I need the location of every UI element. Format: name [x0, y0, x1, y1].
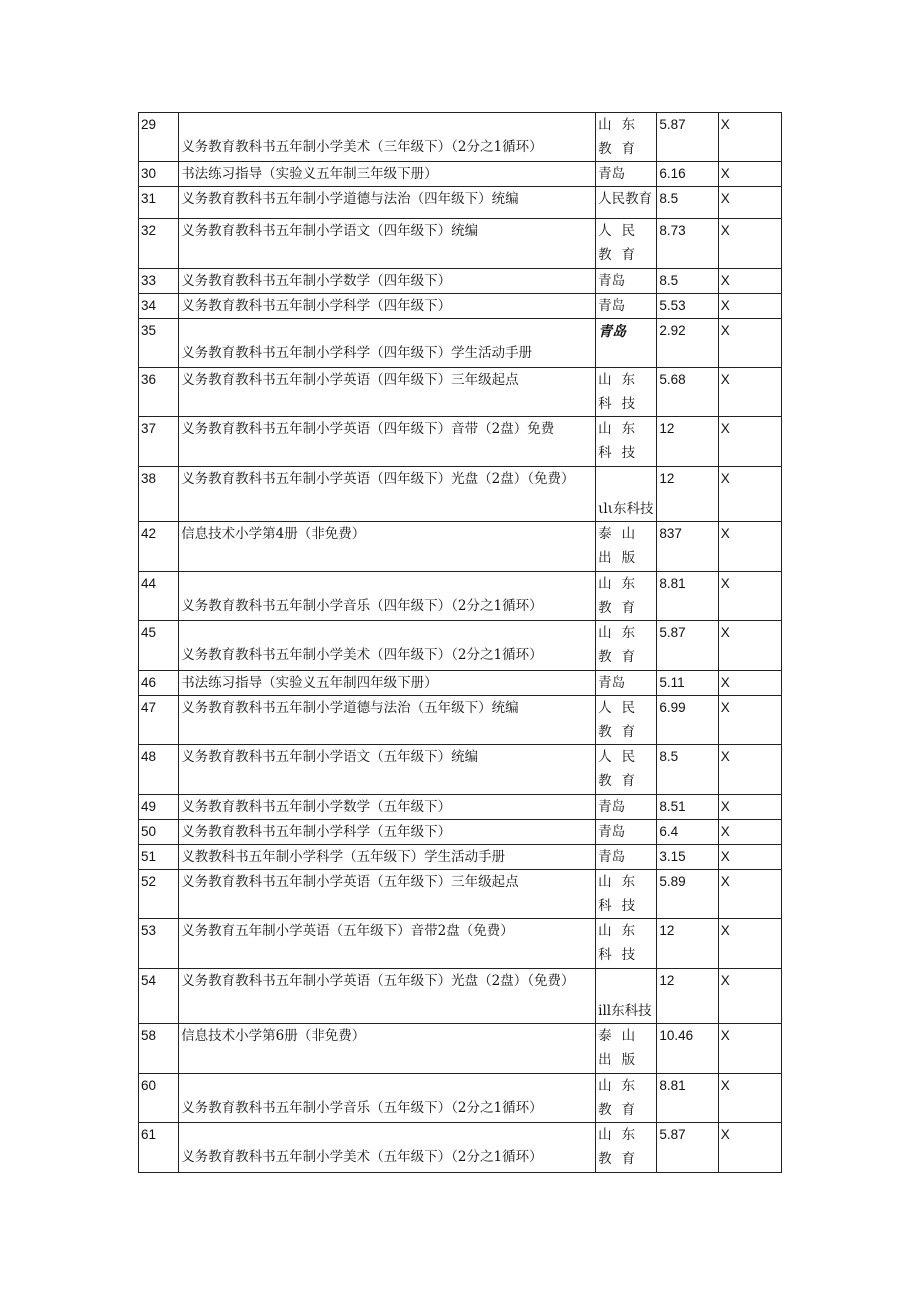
price: 837 [657, 522, 718, 572]
table-row [139, 368, 782, 417]
book-title: 义务教育教科书五年制小学语文（五年级下）统编 [181, 749, 479, 765]
row-number: 31 [139, 187, 179, 219]
table-row [139, 417, 782, 467]
row-number: 58 [139, 1024, 179, 1074]
book-title-cell [179, 294, 596, 319]
price: 12 [657, 467, 718, 522]
publisher: ill东科技 [598, 1003, 652, 1019]
price: 5.53 [657, 294, 718, 319]
publisher-cell [596, 795, 657, 820]
publisher: 山东科技 [598, 923, 646, 963]
mark: X [718, 219, 781, 269]
price: 3.15 [657, 845, 718, 870]
publisher-cell [596, 162, 657, 187]
publisher: 青岛 [598, 799, 626, 815]
book-title: 信息技术小学第6册（非免费） [181, 1028, 366, 1044]
mark: X [718, 417, 781, 467]
book-title: 义务教育教科书五年制小学科学（四年级下）学生活动手册 [181, 345, 533, 361]
book-title: 书法练习指导（实验义五年制四年级下册） [181, 675, 438, 691]
price: 8.81 [657, 1074, 718, 1123]
book-title-cell [179, 870, 596, 919]
price: 8.81 [657, 572, 718, 621]
publisher: 山东教育 [598, 1127, 646, 1167]
table-row [139, 696, 782, 745]
table-row [139, 870, 782, 919]
mark: X [718, 113, 781, 162]
publisher: 人民教育 [598, 749, 646, 789]
table-row [139, 820, 782, 845]
mark: X [718, 621, 781, 671]
book-title-cell [179, 417, 596, 467]
publisher: 山东教育 [598, 117, 646, 157]
row-number: 29 [139, 113, 179, 162]
publisher-cell [596, 1074, 657, 1123]
mark: X [718, 187, 781, 219]
publisher-cell [596, 1024, 657, 1074]
book-title-cell [179, 113, 596, 162]
book-title-cell [179, 1123, 596, 1173]
mark: X [718, 162, 781, 187]
publisher: 人民教育 [598, 700, 646, 740]
table-row [139, 113, 782, 162]
table-row [139, 294, 782, 319]
publisher: 青岛 [598, 849, 626, 865]
publisher-cell [596, 820, 657, 845]
price: 5.89 [657, 870, 718, 919]
row-number: 53 [139, 919, 179, 969]
row-number: 45 [139, 621, 179, 671]
publisher-cell [596, 621, 657, 671]
book-title-cell [179, 671, 596, 696]
book-title-cell [179, 1074, 596, 1123]
table-row [139, 795, 782, 820]
publisher: 青岛 [598, 273, 626, 289]
row-number: 36 [139, 368, 179, 417]
mark: X [718, 467, 781, 522]
mark: X [718, 1024, 781, 1074]
book-title-cell [179, 1024, 596, 1074]
price: 12 [657, 969, 718, 1024]
book-title-cell [179, 621, 596, 671]
row-number: 32 [139, 219, 179, 269]
publisher: 山东教育 [598, 1078, 646, 1118]
mark: X [718, 1123, 781, 1173]
book-title-cell [179, 368, 596, 417]
publisher: 山东教育 [598, 576, 646, 616]
table-row [139, 845, 782, 870]
table-row [139, 969, 782, 1024]
table-row [139, 572, 782, 621]
row-number: 38 [139, 467, 179, 522]
publisher: 泰山出版 [598, 526, 646, 566]
book-title: 义务教育教科书五年制小学美术（四年级下）（2分之1循环） [181, 647, 543, 663]
price: 5.87 [657, 1123, 718, 1173]
book-title-cell [179, 969, 596, 1024]
mark: X [718, 745, 781, 795]
book-title-cell [179, 845, 596, 870]
table-row [139, 919, 782, 969]
row-number: 46 [139, 671, 179, 696]
publisher: 青岛 [598, 323, 627, 339]
mark: X [718, 522, 781, 572]
book-title: 义务教育教科书五年制小学科学（五年级下） [181, 824, 452, 840]
mark: X [718, 870, 781, 919]
book-title-cell [179, 219, 596, 269]
mark: X [718, 671, 781, 696]
publisher: 山东科技 [598, 372, 646, 412]
price: 5.87 [657, 621, 718, 671]
price: 5.68 [657, 368, 718, 417]
row-number: 33 [139, 269, 179, 294]
publisher-cell [596, 696, 657, 745]
row-number: 30 [139, 162, 179, 187]
publisher: 山东科技 [598, 874, 646, 914]
row-number: 42 [139, 522, 179, 572]
publisher-cell [596, 417, 657, 467]
mark: X [718, 319, 781, 368]
row-number: 61 [139, 1123, 179, 1173]
table-row [139, 269, 782, 294]
mark: X [718, 294, 781, 319]
row-number: 50 [139, 820, 179, 845]
book-title-cell [179, 696, 596, 745]
price: 8.5 [657, 269, 718, 294]
row-number: 35 [139, 319, 179, 368]
row-number: 37 [139, 417, 179, 467]
book-title: 信息技术小学第4册（非免费） [181, 526, 366, 542]
mark: X [718, 919, 781, 969]
book-title: 义务教育教科书五年制小学美术（三年级下）（2分之1循环） [181, 139, 543, 155]
book-title: 义务教育教科书五年制小学道德与法治（四年级下）统编 [181, 191, 519, 207]
book-title-cell [179, 795, 596, 820]
book-title-cell [179, 572, 596, 621]
table-row [139, 621, 782, 671]
book-title: 义务教育教科书五年制小学英语（四年级下）三年级起点 [181, 372, 519, 388]
price: 10.46 [657, 1024, 718, 1074]
book-title-cell [179, 187, 596, 219]
publisher-cell [596, 745, 657, 795]
publisher-cell [596, 919, 657, 969]
book-title-cell [179, 919, 596, 969]
publisher: ιlι东科技 [598, 501, 654, 517]
row-number: 54 [139, 969, 179, 1024]
publisher: 青岛 [598, 675, 626, 691]
table-row [139, 467, 782, 522]
book-title: 义务教育教科书五年制小学数学（四年级下） [181, 273, 452, 289]
book-title: 义务教育教科书五年制小学英语（五年级下）光盘（2盘）（免费） [181, 973, 575, 989]
book-title: 义务教育教科书五年制小学道德与法治（五年级下）统编 [181, 700, 519, 716]
table-row [139, 1123, 782, 1173]
publisher-cell [596, 467, 657, 522]
publisher: 人民教育 [598, 223, 646, 263]
price: 2.92 [657, 319, 718, 368]
mark: X [718, 1074, 781, 1123]
publisher: 青岛 [598, 166, 626, 182]
book-title: 义务教育教科书五年制小学科学（四年级下） [181, 298, 452, 314]
price: 6.4 [657, 820, 718, 845]
price: 12 [657, 919, 718, 969]
row-number: 49 [139, 795, 179, 820]
book-title: 书法练习指导（实验义五年制三年级下册） [181, 166, 438, 182]
book-title: 义务教育教科书五年制小学美术（五年级下）（2分之1循环） [181, 1149, 543, 1165]
publisher: 青岛 [598, 298, 626, 314]
book-title: 义务教育五年制小学英语（五年级下）音带2盘（免费） [181, 923, 514, 939]
book-title: 义务教育教科书五年制小学英语（五年级下）三年级起点 [181, 874, 519, 890]
book-title-cell [179, 820, 596, 845]
table-row [139, 187, 782, 219]
book-title: 义务教育教科书五年制小学音乐（五年级下）（2分之1循环） [181, 1100, 543, 1116]
publisher-cell [596, 319, 657, 368]
row-number: 34 [139, 294, 179, 319]
mark: X [718, 696, 781, 745]
book-title-cell [179, 162, 596, 187]
book-title: 义教教科书五年制小学科学（五年级下）学生活动手册 [181, 849, 506, 865]
book-title-cell [179, 269, 596, 294]
publisher: 泰山出版 [598, 1028, 646, 1068]
publisher: 青岛 [598, 824, 626, 840]
table-row [139, 522, 782, 572]
publisher-cell [596, 870, 657, 919]
price: 5.11 [657, 671, 718, 696]
publisher-cell [596, 269, 657, 294]
publisher-cell [596, 845, 657, 870]
publisher-cell [596, 1123, 657, 1173]
textbook-price-table [138, 112, 782, 1173]
publisher-cell [596, 294, 657, 319]
book-title-cell [179, 745, 596, 795]
row-number: 44 [139, 572, 179, 621]
book-title: 义务教育教科书五年制小学音乐（四年级下）（2分之1循环） [181, 598, 543, 614]
row-number: 51 [139, 845, 179, 870]
price: 8.5 [657, 187, 718, 219]
table-row [139, 219, 782, 269]
price: 6.16 [657, 162, 718, 187]
row-number: 52 [139, 870, 179, 919]
book-title: 义务教育教科书五年制小学英语（四年级下）光盘（2盘）（免费） [181, 471, 575, 487]
row-number: 60 [139, 1074, 179, 1123]
table-row [139, 1074, 782, 1123]
price: 8.73 [657, 219, 718, 269]
publisher-cell [596, 522, 657, 572]
publisher-cell [596, 113, 657, 162]
table-row [139, 745, 782, 795]
table-row [139, 1024, 782, 1074]
book-title-cell [179, 467, 596, 522]
mark: X [718, 368, 781, 417]
book-title-cell [179, 522, 596, 572]
publisher-cell [596, 187, 657, 219]
mark: X [718, 969, 781, 1024]
publisher-cell [596, 969, 657, 1024]
price: 5.87 [657, 113, 718, 162]
publisher: 山东科技 [598, 421, 646, 461]
publisher-cell [596, 671, 657, 696]
publisher: 人民教育 [598, 191, 653, 207]
mark: X [718, 845, 781, 870]
table-row [139, 162, 782, 187]
mark: X [718, 795, 781, 820]
row-number: 47 [139, 696, 179, 745]
table-body [139, 113, 782, 1173]
row-number: 48 [139, 745, 179, 795]
book-title: 义务教育教科书五年制小学英语（四年级下）音带（2盘）免费 [181, 421, 555, 437]
price: 6.99 [657, 696, 718, 745]
publisher-cell [596, 572, 657, 621]
book-title: 义务教育教科书五年制小学数学（五年级下） [181, 799, 452, 815]
publisher-cell [596, 368, 657, 417]
mark: X [718, 572, 781, 621]
mark: X [718, 820, 781, 845]
publisher: 山东教育 [598, 625, 646, 665]
table-row [139, 319, 782, 368]
price: 8.51 [657, 795, 718, 820]
table-row [139, 671, 782, 696]
price: 8.5 [657, 745, 718, 795]
book-title: 义务教育教科书五年制小学语文（四年级下）统编 [181, 223, 479, 239]
mark: X [718, 269, 781, 294]
book-title-cell [179, 319, 596, 368]
price: 12 [657, 417, 718, 467]
publisher-cell [596, 219, 657, 269]
